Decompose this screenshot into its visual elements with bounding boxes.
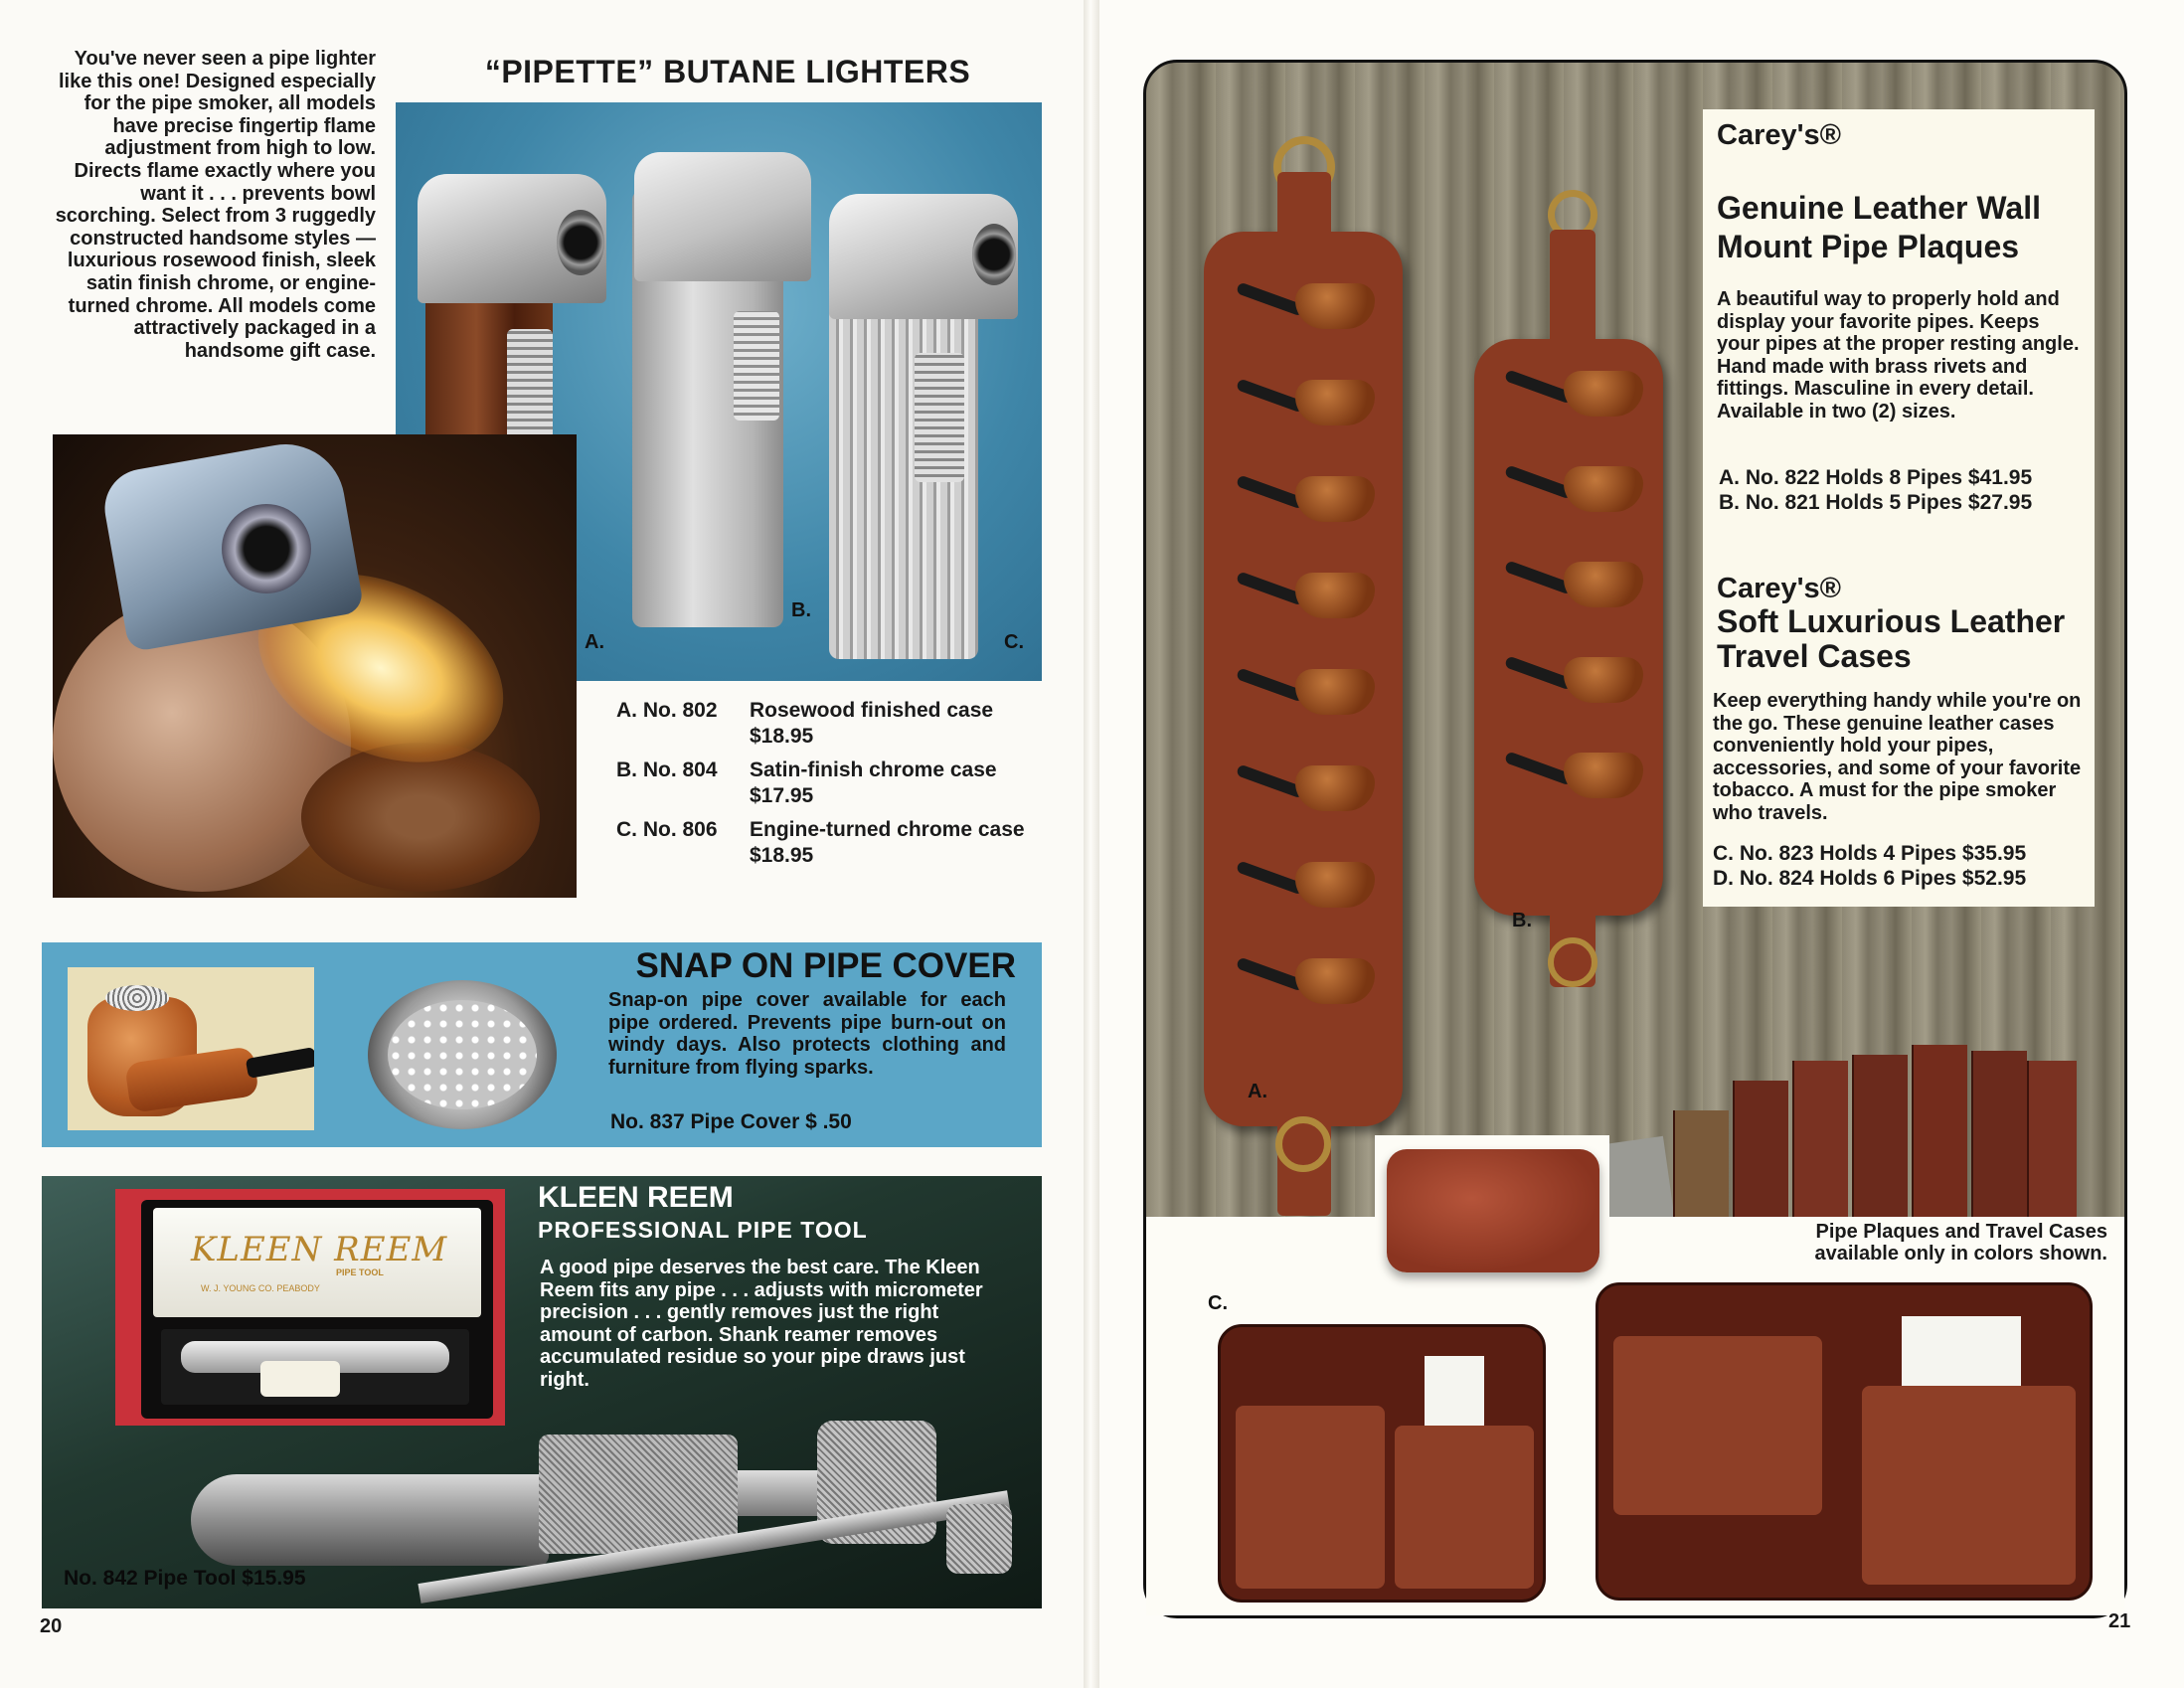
snap-cover-price: No. 837 Pipe Cover $ .50 [610,1110,852,1133]
kleen-reem-gift-box: KLEEN REEM PIPE TOOL W. J. YOUNG CO. PEABODY [141,1200,493,1419]
lighters-title: “PIPETTE” BUTANE LIGHTERS [484,54,971,89]
colors-note: Pipe Plaques and Travel Cases available only in colors shown. [1814,1221,2107,1265]
reamer-blades [191,1474,549,1566]
lighter-b-top [634,152,811,281]
plaques-prices [1719,465,2032,515]
pipe-image [1236,669,1385,713]
pipe-image [1236,283,1385,327]
kleen-reem-title: KLEEN REEM [538,1181,734,1214]
price-row-c: C. No. 806 Engine-turned chrome case $18.95 [616,818,1025,867]
lighter-intro-text: You've never seen a pipe lighter like this one! Designed especially for the pipe smoker, all models have precise fingertip flame adjustment from high to low. Directs flame exactly where you want it . . . prevents bowl scorching. Select from 3 ruggedly constructed handsome styles —luxurious rosewood finish, sleek satin finish chrome, or engine-turned chrome. All models come attractively packaged in a handsome gift case. [55,48,376,362]
kleen-reem-body: A good pipe deserves the best care. The Kleen Reem fits any pipe . . . adjusts with micrometer precision . . . gently removes just the right amount of carbon. Shank reamer removes accumulated residue so your pipe draws just right. [540,1257,983,1391]
pipe-image [1236,765,1385,809]
cases-prices [1713,841,2026,891]
kleen-reem-subtitle: PROFESSIONAL PIPE TOOL [538,1217,868,1243]
plaque-b [1474,339,1663,916]
pipe-image [1236,476,1385,520]
label-b: B. [791,599,811,621]
kleen-reem-price: No. 842 Pipe Tool $15.95 [64,1567,306,1590]
label-a: A. [585,631,604,653]
lighter-c-nozzle [972,224,1016,285]
pipe-image [1504,657,1653,701]
pipe-image [1236,573,1385,616]
label-c: C. [1004,631,1024,653]
plaque-b-buckle [1548,937,1597,987]
pipe-image [1504,371,1653,415]
lighter-a-nozzle [557,210,604,275]
lighter-c-wheel [915,353,964,482]
plaques-body: A beautiful way to properly hold and display your favorite pipes. Keeps your pipes at the proper resting angle. Hand made with brass rivets and fittings. Masculine in every detail. Available in two (2) sizes. [1717,288,2080,422]
plaque-a-buckle [1275,1116,1331,1172]
price-row-b: B. No. 804 Satin-finish chrome case $17.95 [616,759,997,807]
pipe-with-cover-photo [68,967,314,1130]
careys-brand-2: Carey's® [1717,573,1842,604]
label-plaque-b: B. [1512,910,1532,931]
pipe-bowl [301,743,540,892]
closed-travel-case [1387,1149,1599,1272]
kleen-reem-box-brand: KLEEN REEM [191,1230,448,1269]
pipe-image [1504,753,1653,796]
lighter-price-list [616,698,1074,877]
lighter-b-wheel [734,311,779,421]
pipe-image [1236,862,1385,906]
pipe-image [1504,466,1653,510]
case-price-c: C. No. 823 Holds 4 Pipes $35.95 [1713,842,2027,865]
page-number-left: 20 [40,1615,63,1637]
pipe-image [1504,562,1653,605]
plaque-price-b: B. No. 821 Holds 5 Pipes $27.95 [1719,491,2033,514]
snap-cover-title: SNAP ON PIPE COVER [635,946,1016,985]
page-number-right: 21 [2108,1610,2131,1632]
pipe-image [1236,958,1385,1002]
plaques-title: Genuine Leather Wall Mount Pipe Plaques [1717,190,2041,264]
price-row-a: A. No. 802 Rosewood finished case $18.95 [616,699,994,748]
case-price-d: D. No. 824 Holds 6 Pipes $52.95 [1713,867,2027,890]
travel-cases-photo [1146,1217,2124,1615]
reamer-knurled-handle [539,1435,738,1554]
pipe-cover-photo [348,960,587,1135]
label-case-c: C. [1208,1292,1228,1314]
snap-cover-body: Snap-on pipe cover available for each pipe ordered. Prevents pipe burn-out on windy days. Also protects clothing and furniture from flying sparks. [608,989,1006,1079]
lighter-flame-photo [53,434,577,898]
label-plaque-a: A. [1248,1081,1267,1102]
cases-body: Keep everything handy while you're on the go. These genuine leather cases conveniently hold your pipes, accessories, and some of your favorite tobacco. A must for the pipe smoker who travels. [1713,690,2082,824]
page-gutter [1084,0,1099,1688]
plaque-price-a: A. No. 822 Holds 8 Pipes $41.95 [1719,466,2033,489]
cases-title: Soft Luxurious Leather Travel Cases [1717,603,2066,674]
careys-brand-1: Carey's® [1717,119,1842,151]
pipe-image [1236,380,1385,423]
